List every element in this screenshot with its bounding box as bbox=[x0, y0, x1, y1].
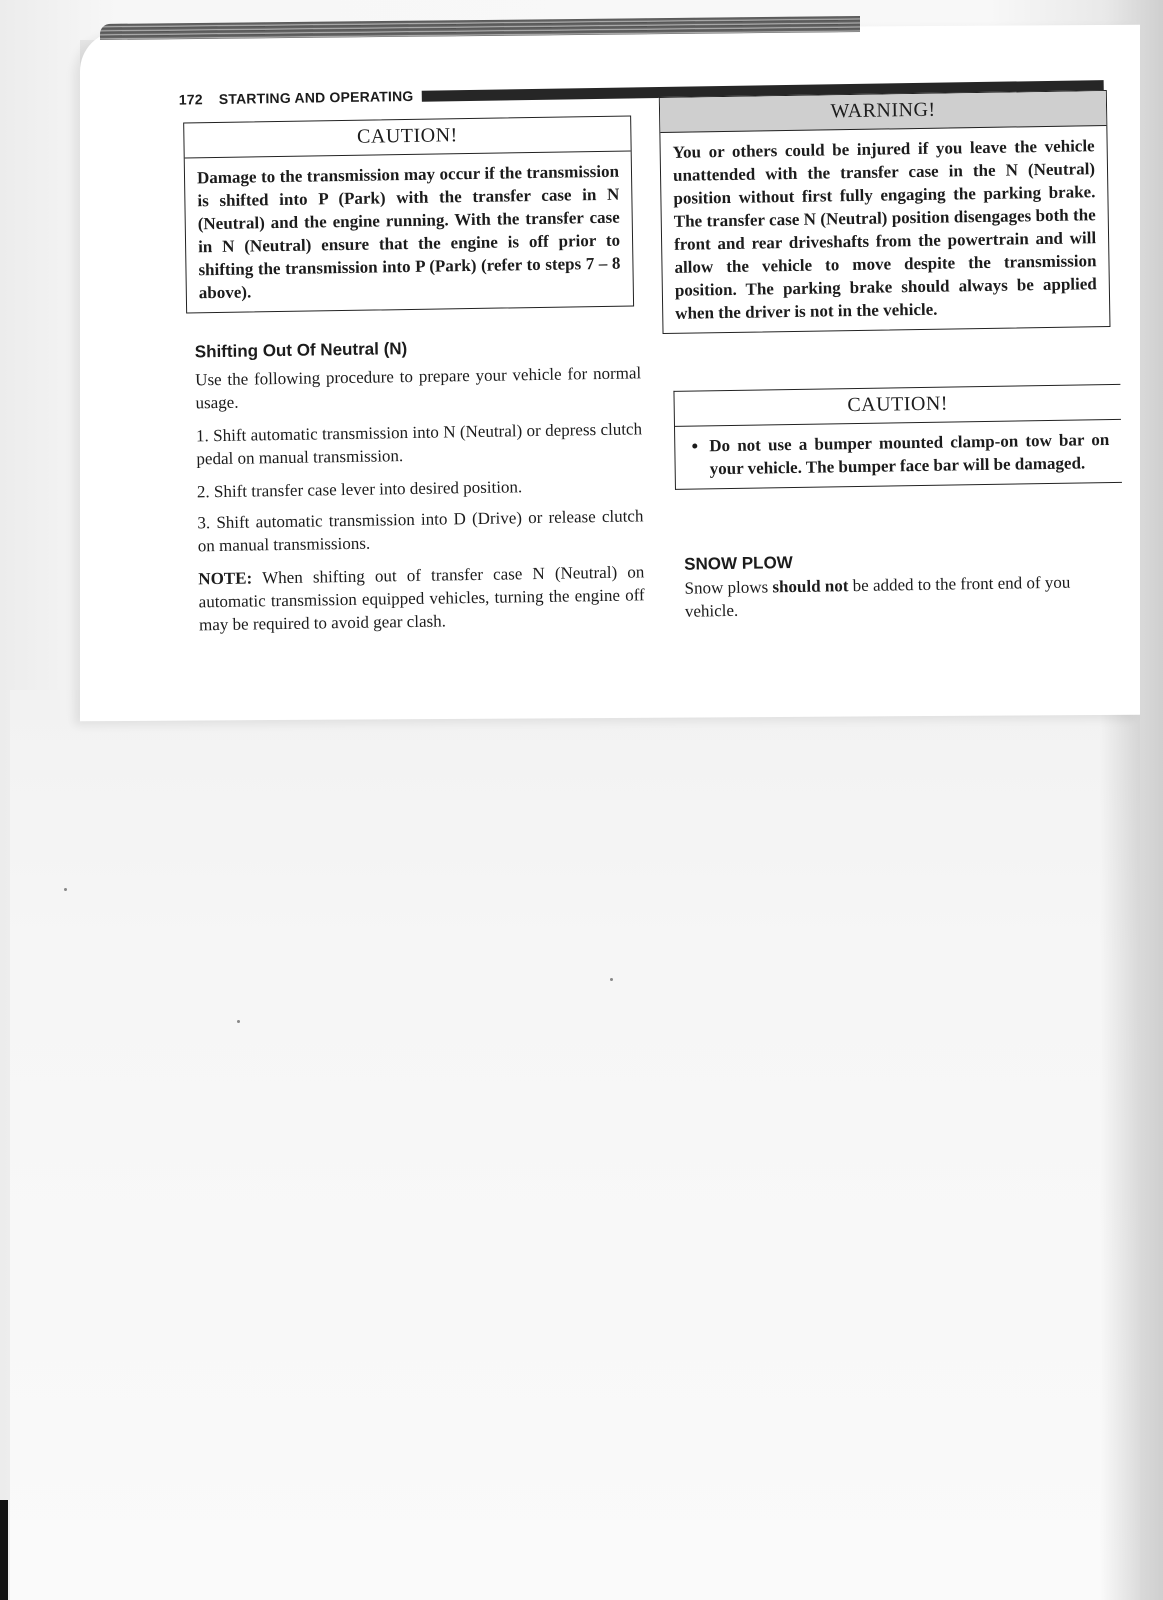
step-2: 2. Shift transfer case lever into desired position. bbox=[196, 477, 523, 502]
section-heading-shifting-out: Shifting Out Of Neutral (N) bbox=[194, 339, 408, 362]
snow-plow-text: Snow plows bbox=[684, 577, 773, 598]
note-text: When shifting out of transfer case N (Neutral) on automatic transmission equipped vehicles, turning the engine off may be required to avoid gear clash. bbox=[198, 562, 645, 635]
snow-plow-paragraph bbox=[684, 570, 1125, 623]
snow-plow-emphasis: should not bbox=[772, 576, 849, 597]
page-number: 172 bbox=[178, 91, 203, 108]
caution-title: CAUTION! bbox=[674, 385, 1120, 427]
section-title: STARTING AND OPERATING bbox=[218, 87, 414, 107]
scan-speck bbox=[610, 978, 613, 981]
underlying-blank-page bbox=[10, 690, 1140, 1600]
caution-box-towbar bbox=[673, 384, 1121, 490]
scanner-edge-shadow bbox=[0, 1500, 8, 1600]
warning-body: You or others could be injured if you leave the vehicle unattended with the transfer case in the N (Neutral) position without first fully engaging the parking brake. The transfer case N (Neutral) position disengages both the front and rear driveshafts from the powertrain and will allow the vehicle to move despite the transmission position. The parking brake should always be applied when the driver is not in the vehicle. bbox=[672, 136, 1097, 323]
note-paragraph bbox=[198, 560, 645, 636]
section-heading-snow-plow: SNOW PLOW bbox=[684, 553, 793, 574]
warning-box-unattended bbox=[659, 90, 1111, 334]
step-3: 3. Shift automatic transmission into D (Drive) or release clutch on manual transmissions. bbox=[197, 506, 644, 556]
scan-speck bbox=[237, 1020, 240, 1023]
caution-bullet: • Do not use a bumper mounted clamp-on tow bar on your vehicle. The bumper face bar will be damaged. bbox=[709, 428, 1110, 480]
caution-body: Damage to the transmission may occur if the transmission is shifted into P (Park) with the transfer case in N (Neutral) and the engine running. With the transfer case in N (Neutral) ensure that the engine is off prior to shifting the transmission into P (Park) (refer to steps 7 – 8 above). bbox=[196, 161, 621, 303]
page-content bbox=[0, 0, 1163, 729]
note-label: NOTE: bbox=[198, 568, 253, 589]
scan-speck bbox=[64, 888, 67, 891]
caution-box-transmission bbox=[183, 115, 634, 313]
step-1: 1. Shift automatic transmission into N (Neutral) or depress clutch pedal on manual transmission. bbox=[195, 419, 643, 469]
caution-bullet-list bbox=[687, 428, 1110, 481]
warning-title: WARNING! bbox=[660, 91, 1106, 133]
snow-plow-text-end: be added to the front end of you vehicle. bbox=[684, 572, 1071, 621]
intro-paragraph: Use the following procedure to prepare your vehicle for normal usage. bbox=[195, 363, 642, 413]
caution-body bbox=[675, 420, 1122, 489]
caution-title: CAUTION! bbox=[184, 117, 630, 159]
